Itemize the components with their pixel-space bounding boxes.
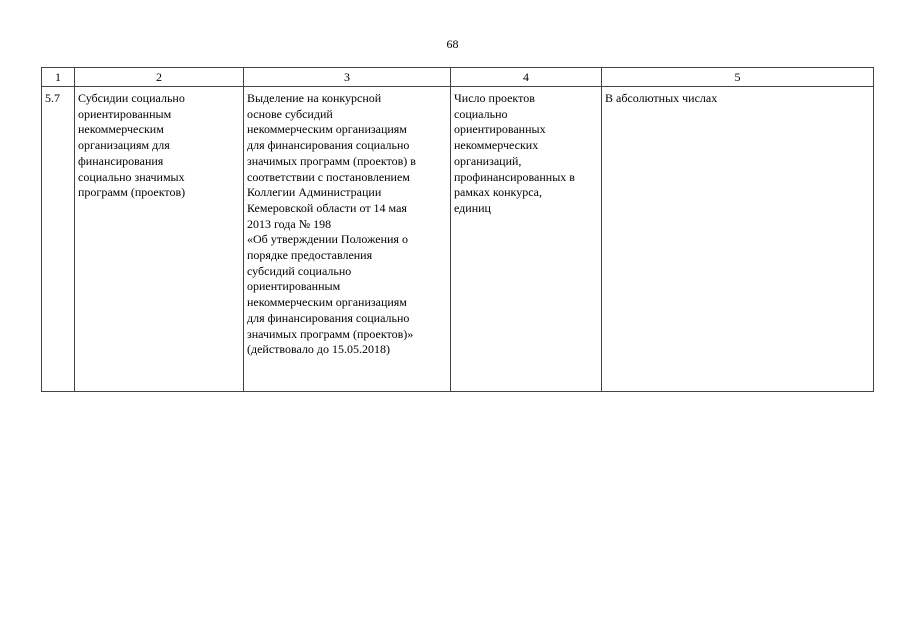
table-row: [42, 87, 874, 392]
basis-text: Выделение на конкурсной основе субсидий некоммерческим организациям для финансирования социально значимых программ (проектов) в соответствии с постановлением Коллегии Администрации Кемеровской области от 14 мая 2013 года № 198 «Об утверждении Положения о порядке предоставления субсидий социально ориентированным некоммерческим организациям для финансирования социально значимых программ (проектов)» (действовало до 15.05.2018): [247, 91, 416, 357]
indicator-text: Число проектов социально ориентированных некоммерческих организаций, профинансированных в рамках конкурса, единиц: [454, 91, 575, 215]
subsidy-name: Субсидии социально ориентированным некоммерческим организациям для финансирования социально значимых программ (проектов): [78, 91, 186, 200]
subsidy-name-cell: [75, 87, 244, 392]
row-number: 5.7: [45, 91, 60, 105]
column-header-5: 5: [602, 68, 874, 87]
table-header-row: [42, 68, 874, 87]
column-header-2: 2: [75, 68, 244, 87]
column-header-4: 4: [451, 68, 602, 87]
basis-cell: [244, 87, 451, 392]
column-header-1: 1: [42, 68, 75, 87]
column-header-3: 3: [244, 68, 451, 87]
indicator-cell: [451, 87, 602, 392]
unit-cell: [602, 87, 874, 392]
unit-text: В абсолютных числах: [605, 91, 718, 105]
row-number-cell: [42, 87, 75, 392]
page-number: 68: [446, 37, 459, 51]
data-table: [41, 67, 874, 392]
